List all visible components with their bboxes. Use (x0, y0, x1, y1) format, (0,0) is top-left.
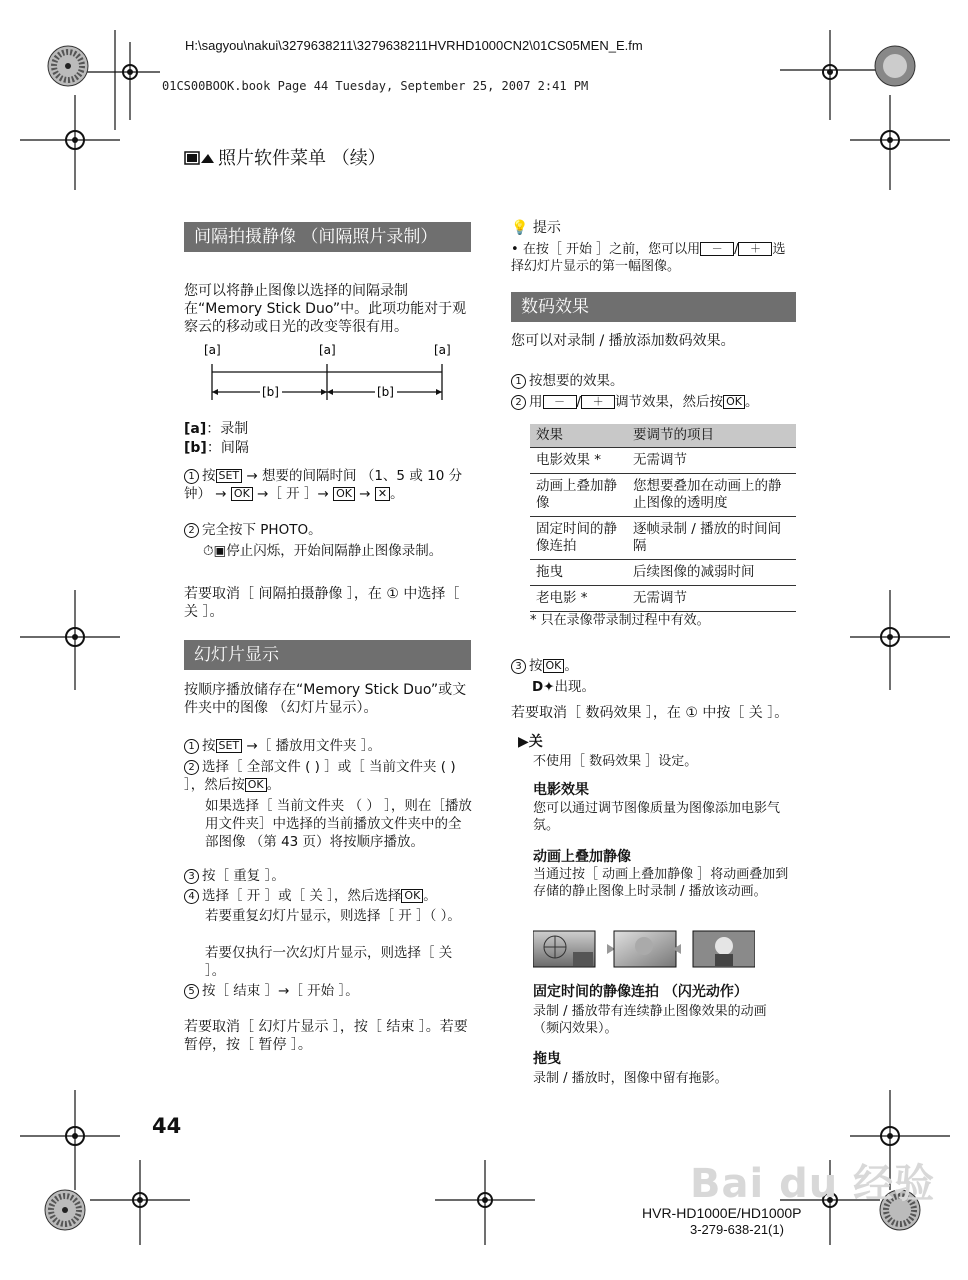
plus-key-icon-2: ＋ (581, 395, 615, 409)
table-footnote: * 只在录像带录制过程中有效。 (530, 613, 710, 628)
flash-title: 固定时间的静像连拍 （闪光动作） (533, 984, 748, 1000)
interval-step-2-note (203, 542, 473, 560)
tip-body: • 在按［ 开始 ］之前，您可以用 － / ＋ 选择幻灯片显示的第一幅图像。 (511, 242, 786, 274)
slide-step-2-note: 如果选择［ 当前文件夹 （ ） ］，则在［播放用文件夹］中选择的当前播放文件夹中的全部图像 （第 43 页）将按顺序播放。 (205, 798, 472, 850)
table-cell: 老电影 * (530, 586, 627, 612)
table-cell: 无需调节 (627, 586, 796, 612)
ok-key-icon-6: OK (543, 659, 565, 673)
slide-step-2: 2 选择［ 全部文件 ( ) ］或［ 当前文件夹 ( ) ］，然后按 OK 。 (184, 759, 456, 793)
slideshow-heading: 幻灯片显示 (184, 640, 471, 670)
file-path: H:\sagyou\nakui\3279638211\3279638211HVRHD1000CN2\01CS05MEN_E.fm (185, 38, 643, 53)
legend-b (184, 439, 249, 457)
slide-step-5: 5 按［ 结束 ］→［ 开始 ］。 (184, 982, 474, 1000)
tip-b: 选择幻灯片显示的第一幅图像。 (511, 242, 786, 274)
d-s1: 按想要的效果。 (529, 373, 624, 389)
interval-heading: 间隔拍摄静像 （间隔照片录制） (184, 222, 471, 252)
slideshow-cancel: 若要取消［ 幻灯片显示 ］，按［ 结束 ］。若要暂停，按［ 暂停 ］。 (184, 1019, 468, 1053)
slide-step-4: 4 选择［ 开 ］或［ 关 ］，然后选择 OK 。 (184, 887, 474, 905)
triangle-icon: ▶ (518, 734, 529, 750)
digital-step-1: 1 按想要的效果。 (511, 372, 624, 390)
digital-cancel: 若要取消［ 数码效果 ］，在 ① 中按［ 关 ］。 (511, 705, 789, 721)
digital-step-3: 3 按 OK 。 (511, 657, 578, 675)
step1-e: 。 (390, 486, 404, 502)
set-key-icon-2: SET (216, 739, 243, 753)
ok-key-icon-4: OK (401, 889, 423, 903)
legend-a (184, 420, 248, 438)
ok-key-icon-5: OK (723, 395, 745, 409)
arrow-right-icon (597, 944, 615, 954)
table-cell: 无需调节 (627, 448, 796, 474)
digital-heading: 数码效果 (511, 292, 796, 322)
s5: 按［ 结束 ］→［ 开始 ］。 (202, 983, 359, 999)
table-cell: 电影效果 * (530, 448, 627, 474)
cinema-body: 您可以通过调节图像质量为图像添加电影气氛。 (533, 801, 781, 833)
step1-b: → 想要的间隔时间 （1、5 或 10 分钟） → (184, 468, 463, 502)
page-title (184, 144, 386, 170)
flash-body: 录制 / 播放带有连续静止图像效果的动画 （频闪效果）。 (533, 1004, 767, 1036)
off-body: 不使用［ 数码效果 ］设定。 (533, 754, 698, 769)
slide-step-4-note1: 若要重复幻灯片显示，则选择［ 开 ］（ ）。 (205, 908, 461, 924)
off-title (518, 733, 543, 751)
lumi-body: 当通过按［ 动画上叠加静像 ］将动画叠加到存储的静止图像上时录制 / 播放该动画。 (533, 867, 789, 899)
step1-d: → (359, 486, 371, 502)
table-row (530, 448, 796, 474)
interval-diagram (200, 342, 460, 404)
digital-body: 您可以对录制 / 播放添加数码效果。 (511, 333, 735, 349)
diagram-label-a-1: [a] (204, 343, 221, 357)
lumi-example-images (533, 930, 755, 968)
s1a: 按 (202, 738, 216, 754)
table-row (530, 474, 796, 517)
ok-key-icon: OK (231, 487, 253, 501)
minus-key-icon-2: － (543, 395, 577, 409)
off-title-text: 关 (528, 734, 543, 750)
d-s3: 按 (529, 658, 543, 674)
slide-step-3: 3 按［ 重复 ］。 (184, 867, 474, 885)
table-header-row (530, 424, 796, 448)
table-row (530, 517, 796, 560)
step2-note: 停止闪烁，开始间隔静止图像录制。 (226, 543, 443, 559)
diagram-label-b-2: [b] (377, 385, 394, 399)
table-cell: 动画上叠加静像 (530, 474, 627, 517)
tip-bulb-icon: 💡 (511, 220, 529, 236)
interval-body: 您可以将静止图像以选择的间隔录制在“Memory Stick Duo”中。此项功能对于观察云的移动或日光的改变等很有用。 (184, 283, 467, 335)
cinema-title: 电影效果 (533, 782, 589, 798)
lumi-title: 动画上叠加静像 (533, 849, 631, 865)
ok-key-icon-2: OK (333, 487, 355, 501)
table-header-cell: 效果 (530, 424, 627, 448)
slide-step-1: 1 按 SET →［ 播放用文件夹 ］。 (184, 737, 474, 755)
diagram-label-a-2: [a] (319, 343, 336, 357)
diagram-label-a-3: [a] (434, 343, 451, 357)
tip-label: 提示 (532, 220, 561, 236)
tip-header (511, 219, 561, 237)
plus-key-icon: ＋ (738, 242, 772, 256)
interval-cancel: 若要取消［ 间隔拍摄静像 ］，在 ① 中选择［ 关 ］。 (184, 586, 460, 620)
s3: 按［ 重复 ］。 (202, 868, 285, 884)
digital-step-2: 2 用 － / ＋ 调节效果，然后按 OK 。 (511, 393, 758, 411)
diagram-label-b-1: [b] (262, 385, 279, 399)
close-key-icon: ✕ (375, 487, 390, 501)
digital-step-3-note (532, 678, 595, 696)
interval-step-2: 2 完全按下 PHOTO。 (184, 521, 474, 539)
effects-table (530, 424, 796, 612)
s4: 选择［ 开 ］或［ 关 ］，然后选择 (202, 888, 402, 904)
interval-photo-icon: ⏱▣ (203, 543, 227, 559)
minus-key-icon: － (700, 242, 734, 256)
step1-a: 按 (202, 468, 216, 484)
page-title-text: 照片软件菜单 （续） (218, 148, 386, 169)
s2: 选择［ 全部文件 ( ) ］或［ 当前文件夹 ( ) ］，然后按 (184, 759, 456, 793)
table-header-cell: 要调节的项目 (627, 424, 796, 448)
table-cell: 固定时间的静像连拍 (530, 517, 627, 560)
ok-key-icon-3: OK (245, 778, 267, 792)
table-cell: 逐帧录制 / 播放的时间间隔 (627, 517, 796, 560)
tip-a: 在按［ 开始 ］之前，您可以用 (522, 242, 701, 257)
table-row (530, 560, 796, 586)
legend-a-key: [a] (184, 421, 207, 437)
interval-step-1: 1 按 SET → 想要的间隔时间 （1、5 或 10 分钟） → OK →［ 开 ］→ OK → ✕ 。 (184, 468, 463, 502)
d-s3note: 出现。 (554, 679, 596, 695)
set-key-icon: SET (216, 469, 243, 483)
doc-code: 3-279-638-21(1) (690, 1222, 784, 1237)
table-row (530, 586, 796, 612)
step2-text: 完全按下 PHOTO。 (202, 522, 322, 538)
slideshow-body: 按顺序播放储存在“Memory Stick Duo”或文件夹中的图像 （幻灯片显示）。 (184, 682, 467, 716)
footnote-text: 只在录像带录制过程中有效。 (540, 613, 710, 628)
table-cell: 您想要叠加在动画上的静止图像的透明度 (627, 474, 796, 517)
trail-title: 拖曳 (533, 1051, 561, 1067)
legend-b-val: ：间隔 (206, 440, 249, 456)
legend-b-key: [b] (184, 440, 207, 456)
watermark: Bai du 经验 (690, 1161, 936, 1207)
table-cell: 拖曳 (530, 560, 627, 586)
s1b: →［ 播放用文件夹 ］。 (246, 738, 382, 754)
table-cell: 后续图像的减弱时间 (627, 560, 796, 586)
page-number: 44 (152, 1114, 182, 1138)
digital-effect-icon: D✦ (532, 679, 555, 695)
book-line: 01CS00BOOK.book Page 44 Tuesday, September 25, 2007 2:41 PM (162, 79, 589, 93)
slide-step-4-note2: 若要仅执行一次幻灯片显示，则选择［ 关 ］。 (205, 945, 453, 979)
photo-menu-icon (184, 150, 216, 166)
legend-a-val: ：录制 (206, 421, 249, 437)
d-s2b: 调节效果，然后按 (615, 394, 724, 410)
d-s2a: 用 (529, 394, 543, 410)
model-number: HVR-HD1000E/HD1000P (642, 1205, 802, 1221)
step1-c: →［ 开 ］→ (257, 486, 329, 502)
trail-body: 录制 / 播放时，图像中留有拖影。 (533, 1071, 728, 1086)
